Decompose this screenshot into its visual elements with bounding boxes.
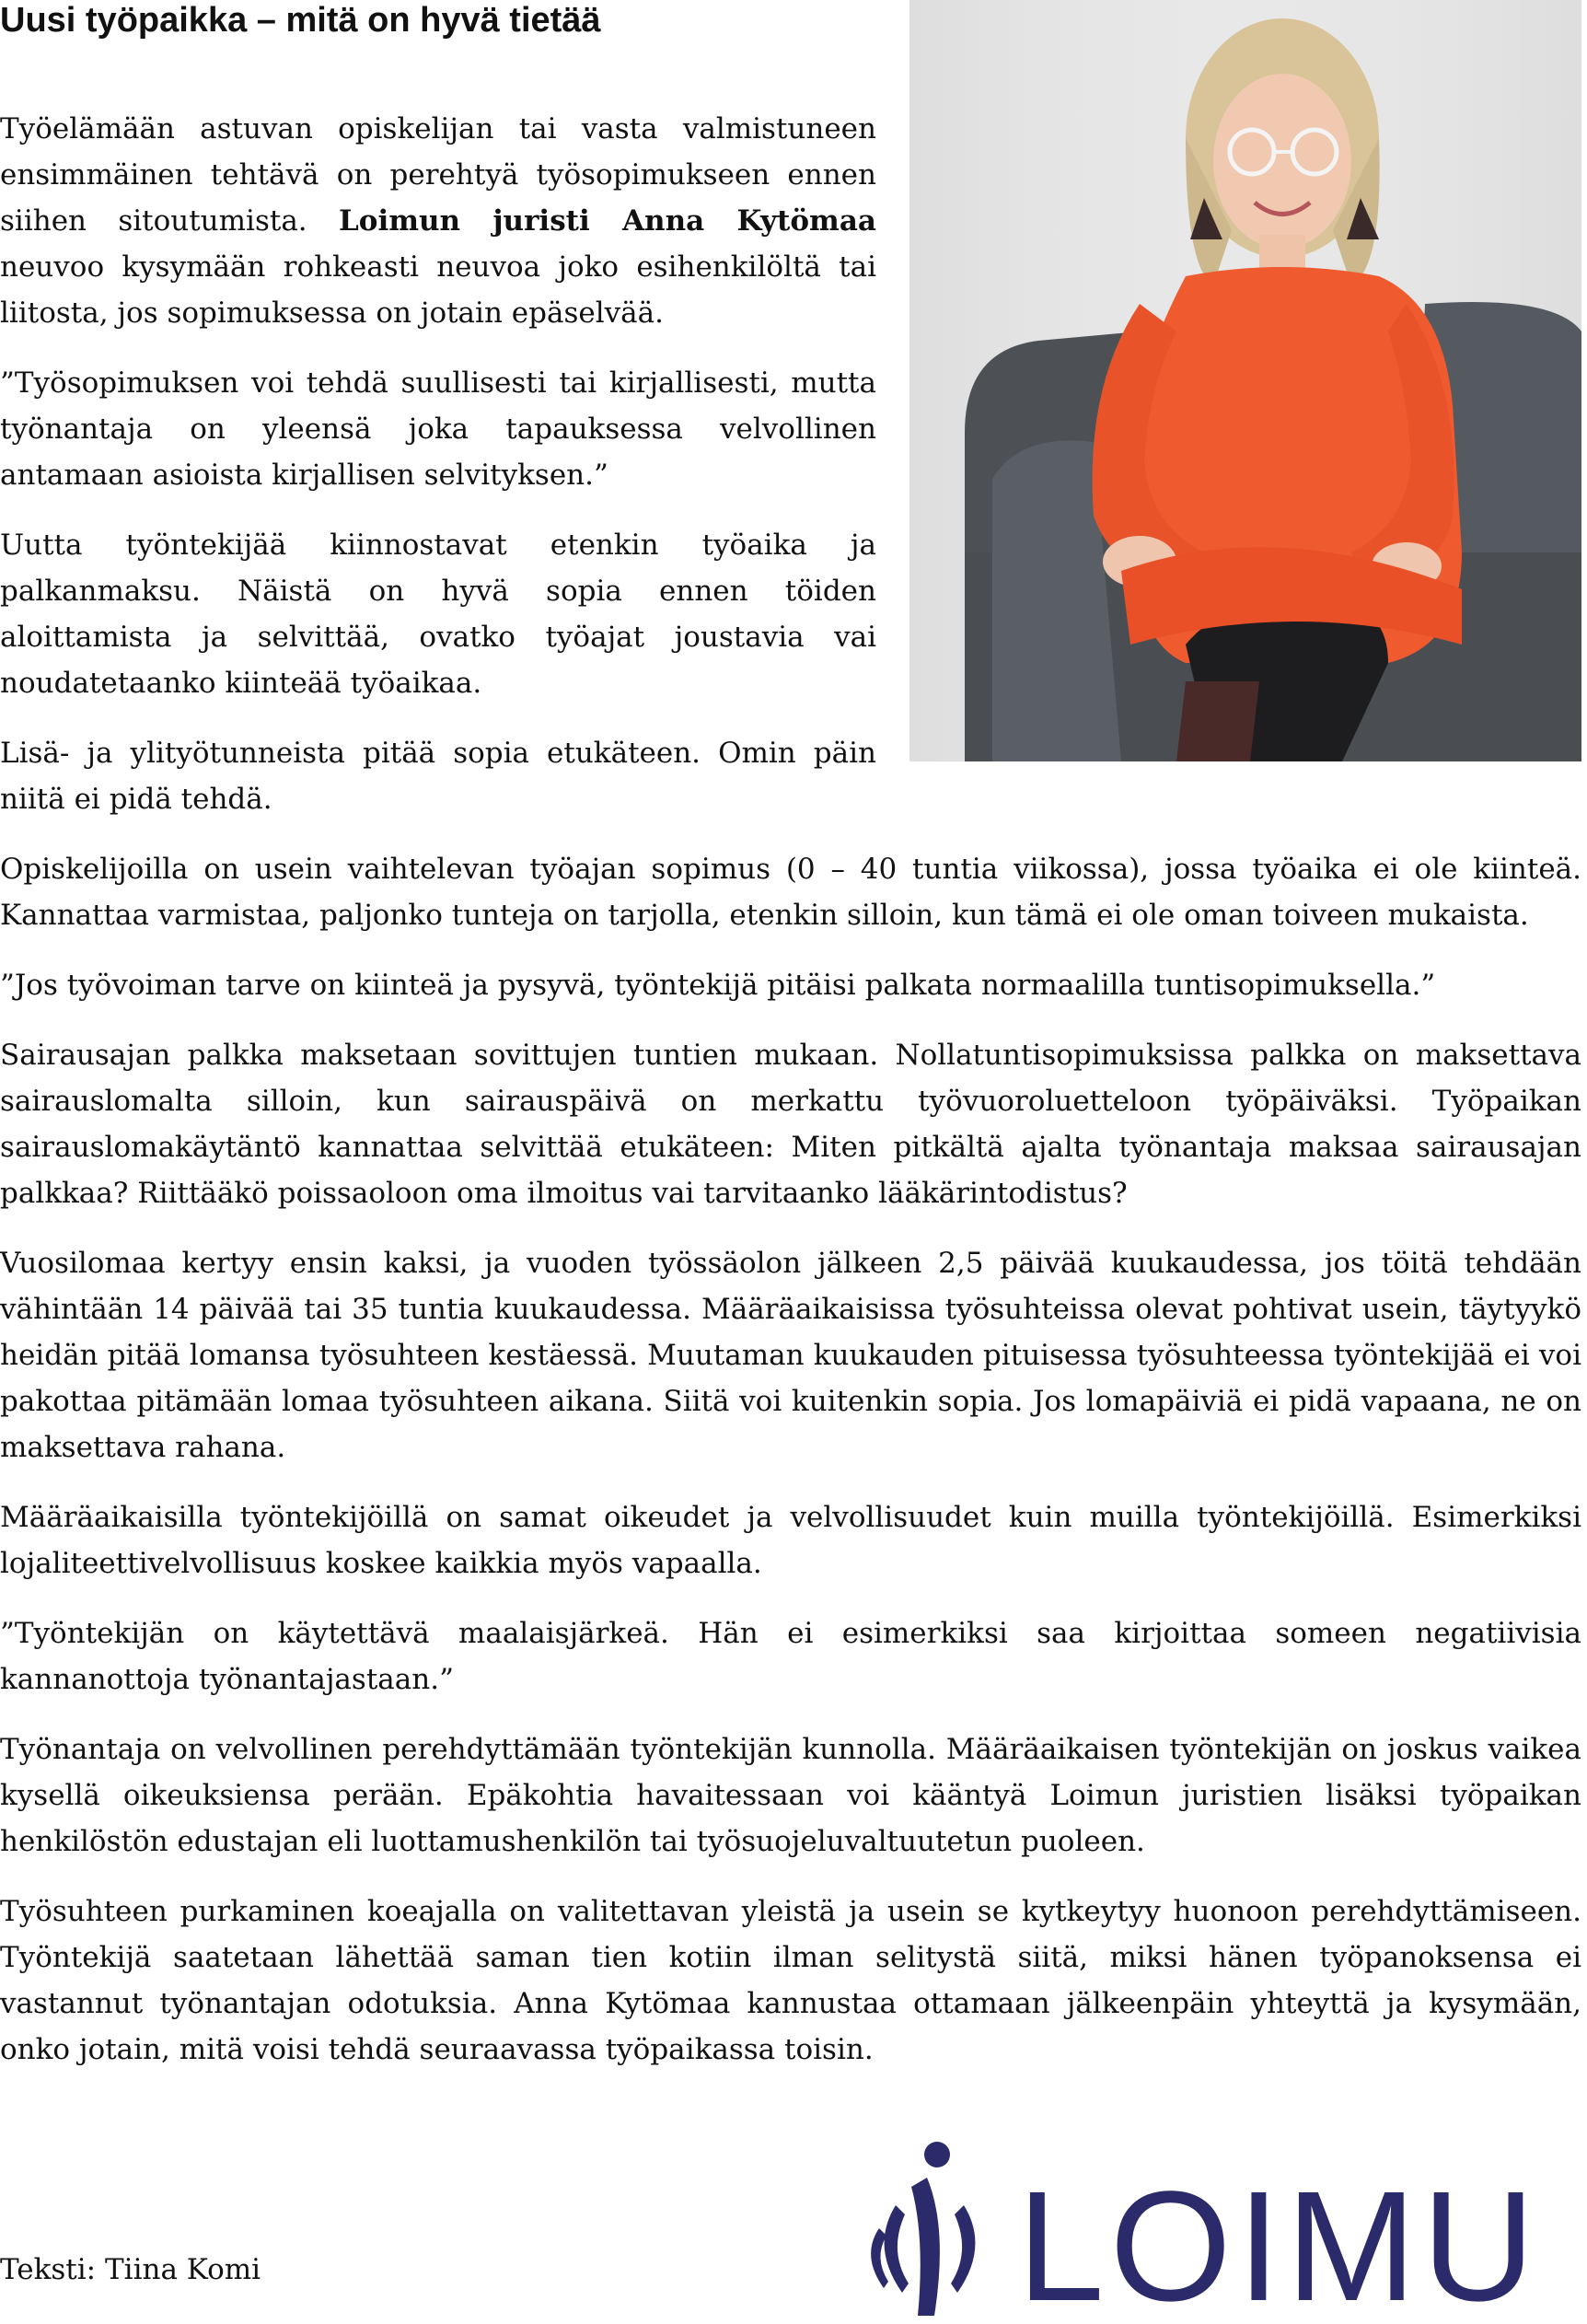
paragraph-quote-workforce: ”Jos työvoiman tarve on kiinteä ja pysyvä, työntekijä pitäisi palkata normaalilla tuntisopimuksella.” xyxy=(0,969,1436,1002)
portrait-photo xyxy=(909,0,1581,761)
article-body xyxy=(0,106,1581,2097)
loimu-logo-mark xyxy=(861,2136,1537,2320)
intro-end: neuvoo kysymään rohkeasti neuvoa joko esihenkilöltä tai liitosta, jos sopimuksessa on jotain epäselvää. xyxy=(0,250,876,330)
paragraph-trial-period: Työsuhteen purkaminen koeajalla on valitettavan yleistä ja usein se kytkeytyy huonoon perehdyttämiseen. Työntekijä saatetaan lähettää saman tien kotiin ilman selitystä siitä, miksi hänen työpanoksensa ei vastannut työnantajan odotuksia. Anna Kytömaa kannustaa ottamaan jälkeenpäin yhteyttä ja kysymään, onko jotain, mitä voisi tehdä seuraavassa työpaikassa toisin. xyxy=(0,1895,1581,2066)
intro-start: Työelämään astuvan opiskelijan tai vasta valmistuneen ensimmäinen tehtävä on perehtyä työsopimukseen ennen siihen sitoutumista. xyxy=(0,112,876,238)
intro-bold-name: Loimun juristi Anna Kytömaa xyxy=(338,204,876,238)
paragraph-working-time: Uutta työntekijää kiinnostavat etenkin työaika ja palkanmaksu. Näistä on hyvä sopia ennen töiden aloittamista ja selvittää, ovatko työajat joustavia vai noudatetaanko kiinteää työaikaa. xyxy=(0,529,876,700)
portrait-illustration xyxy=(909,0,1581,761)
paragraph-students-contract: Opiskelijoilla on usein vaihtelevan työajan sopimus (0 – 40 tuntia viikossa), jossa työaika ei ole kiinteä. Kannattaa varmistaa, paljonko tunteja on tarjolla, etenkin silloin, kun tämä ei ole oman toiveen mukaista. xyxy=(0,853,1581,932)
paragraph-orientation: Työnantaja on velvollinen perehdyttämään työntekijän kunnolla. Määräaikaisen työntekijän on joskus vaikea kysellä oikeuksiensa perään. Epäkohtia havaitessaan voi kääntyä Loimun juristien lisäksi työpaikan henkilöstön edustajan eli luottamushenkilön tai työsuojeluvaltuutetun puoleen. xyxy=(0,1733,1581,1858)
loimu-logo xyxy=(861,2136,1537,2320)
paragraph-annual-leave: Vuosilomaa kertyy ensin kaksi, ja vuoden työssäolon jälkeen 2,5 päivää kuukaudessa, jos töitä tehdään vähintään 14 päivää tai 35 tuntia kuukaudessa. Määräaikaisissa työsuhteissa olevat pohtivat usein, täytyykö heidän pitää lomansa työsuhteen kestäessä. Muutaman kuukauden pituisessa työsuhteessa työntekijää ei voi pakottaa pitämään lomaa työsuhteen aikana. Siitä voi kuitenkin sopia. Jos lomapäiviä ei pidä vapaana, ne on maksettava rahana. xyxy=(0,1247,1581,1464)
article-title: Uusi työpaikka – mitä on hyvä tietää xyxy=(0,1,601,40)
paragraph-fixed-term: Määräaikaisilla työntekijöillä on samat oikeudet ja velvollisuudet kuin muilla työntekijöillä. Esimerkiksi lojaliteettivelvollisuus koskee kaikkia myös vapaalla. xyxy=(0,1501,1581,1580)
paragraph-quote-common-sense: ”Työntekijän on käytettävä maalaisjärkeä. Hän ei esimerkiksi saa kirjoittaa someen negatiivisia kannanottoja työnantajastaan.” xyxy=(0,1617,1581,1696)
paragraph-sick-pay: Sairausajan palkka maksetaan sovittujen tuntien mukaan. Nollatuntisopimuksissa palkka on maksettava sairauslomalta silloin, kun sairauspäivä on merkattu työvuoroluetteloon työpäiväksi. Työpaikan sairauslomakäytäntö kannattaa selvittää etukäteen: Miten pitkältä ajalta työnantaja maksaa sairausajan palkkaa? Riittääkö poissaoloon oma ilmoitus vai tarvitaanko lääkärintodistus? xyxy=(0,1039,1581,1210)
author-credit: Teksti: Tiina Komi xyxy=(0,2253,261,2286)
paragraph-quote-contract: ”Työsopimuksen voi tehdä suullisesti tai kirjallisesti, mutta työnantaja on yleensä joka tapauksessa velvollinen antamaan asioista kirjallisen selvityksen.” xyxy=(0,366,876,492)
loimu-logo-text: LOIMU xyxy=(1017,2159,1537,2320)
paragraph-overtime: Lisä- ja ylityötunneista pitää sopia etukäteen. Omin päin niitä ei pidä tehdä. xyxy=(0,737,876,816)
